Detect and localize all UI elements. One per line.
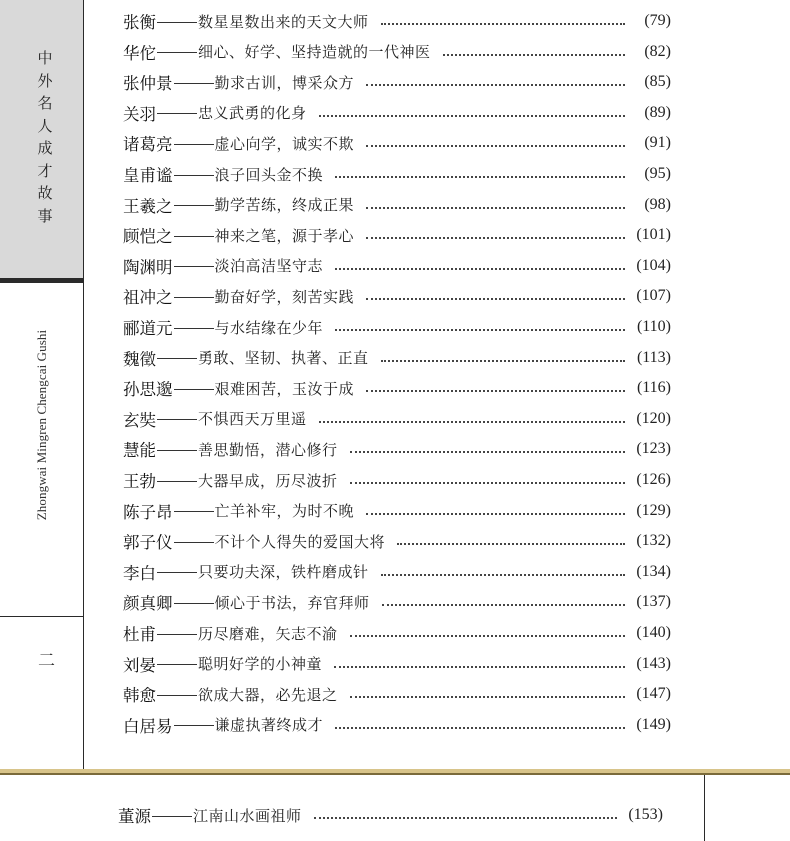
entry-page-number: (95) [644, 165, 671, 182]
entry-dash [174, 236, 214, 237]
entry-description: 只要功夫深，铁杵磨成针 [198, 563, 369, 582]
entry-leader-dots [366, 84, 625, 86]
entry-dash [152, 816, 192, 817]
toc-entry[interactable] [123, 651, 671, 677]
entry-leader-dots [382, 604, 625, 606]
entry-dash [174, 144, 214, 145]
entry-leader-dots [319, 421, 625, 423]
toc-entry[interactable] [123, 436, 671, 462]
entry-page-number: (129) [636, 501, 671, 519]
entry-leader-dots [350, 451, 625, 453]
toc-entry[interactable] [123, 375, 671, 401]
entry-leader-dots [366, 298, 625, 300]
entry-dash [157, 113, 197, 114]
entry-description: 江南山水画祖师 [193, 806, 302, 825]
entry-person-name: 祖冲之 [123, 288, 173, 308]
entry-leader-dots [350, 696, 625, 698]
entry-dash [157, 695, 197, 696]
toc-entry[interactable] [123, 69, 671, 95]
entry-leader-dots [381, 574, 625, 576]
toc-entry[interactable] [123, 559, 671, 585]
entry-description: 神来之笔，源于孝心 [214, 226, 355, 245]
entry-page-number: (143) [636, 654, 671, 672]
entry-leader-dots [366, 513, 625, 515]
entry-page-number: (110) [636, 318, 671, 335]
title-char: 名 [37, 94, 53, 112]
title-char: 外 [37, 71, 53, 90]
entry-leader-dots [443, 54, 625, 56]
entry-dash [174, 83, 214, 84]
entry-person-name: 王羲之 [123, 196, 173, 216]
title-char: 人 [37, 116, 53, 135]
entry-person-name: 郭子仪 [123, 533, 173, 553]
entry-leader-dots [314, 817, 617, 819]
entry-description: 聪明好学的小神童 [198, 655, 323, 674]
toc-entry[interactable] [123, 314, 671, 340]
entry-person-name: 张衡 [123, 13, 156, 32]
entry-leader-dots [381, 23, 625, 25]
toc-entry[interactable] [123, 528, 671, 554]
entry-page-number: (147) [636, 685, 671, 703]
entry-person-name: 张仲景 [123, 74, 173, 94]
book-spine-margin [0, 0, 84, 772]
entry-description: 数星星数出来的天文大师 [198, 12, 369, 31]
entry-page-number: (101) [636, 226, 671, 244]
entry-page-number: (149) [636, 715, 671, 733]
spine-title-block [0, 0, 83, 283]
entry-page-number: (120) [636, 409, 671, 427]
title-char: 故 [37, 184, 53, 202]
toc-entry[interactable] [123, 681, 671, 707]
entry-dash [174, 328, 214, 329]
entry-description: 细心、好学、坚持造就的一代神医 [198, 43, 431, 62]
entry-description: 倾心于书法，弃官拜师 [214, 593, 370, 612]
entry-description: 浪子回头金不换 [214, 165, 324, 184]
entry-dash [174, 511, 214, 512]
entry-leader-dots [350, 482, 625, 484]
entry-person-name: 魏徵 [123, 349, 156, 369]
title-char: 事 [37, 206, 53, 225]
entry-description: 亡羊补牢，为时不晚 [214, 502, 355, 521]
entry-dash [174, 205, 214, 206]
toc-entry[interactable] [123, 192, 671, 218]
entry-leader-dots [335, 329, 625, 331]
entry-dash [157, 419, 197, 420]
entry-description: 忠义武勇的化身 [198, 104, 307, 123]
book-title-vertical [35, 47, 55, 227]
entry-dash [174, 725, 214, 726]
entry-description: 艰难困苦，玉汝于成 [214, 379, 355, 398]
entry-dash [157, 52, 197, 53]
entry-description: 大器早成，历尽波折 [198, 471, 338, 490]
entry-person-name: 诸葛亮 [123, 135, 173, 155]
entry-leader-dots [366, 390, 625, 392]
title-char: 成 [37, 139, 53, 157]
entry-leader-dots [334, 666, 625, 668]
entry-person-name: 刘晏 [123, 655, 156, 675]
entry-page-number: (113) [636, 348, 671, 366]
entry-page-number: (132) [636, 532, 671, 550]
entry-leader-dots [366, 237, 625, 239]
toc-entry[interactable] [123, 620, 671, 646]
entry-person-name: 关羽 [123, 104, 156, 124]
entry-dash [174, 389, 214, 390]
toc-entry[interactable] [123, 589, 671, 615]
entry-person-name: 玄奘 [123, 410, 156, 430]
entry-leader-dots [335, 176, 625, 178]
entry-page-number: (79) [644, 12, 671, 29]
entry-description: 勤求古训，博采众方 [214, 73, 355, 92]
toc-entry[interactable] [123, 39, 671, 65]
next-page-spine-line [704, 775, 705, 841]
spine-divider [0, 616, 83, 617]
entry-person-name: 韩愈 [123, 686, 156, 706]
entry-description: 虚心向学，诚实不欺 [214, 134, 355, 153]
entry-person-name: 杜甫 [123, 625, 156, 644]
entry-dash [157, 481, 197, 482]
entry-description: 勤学苦练，终成正果 [214, 196, 355, 215]
entry-description: 欲成大器，必先退之 [198, 685, 338, 704]
entry-person-name: 王勃 [123, 472, 156, 491]
entry-leader-dots [381, 360, 625, 362]
entry-person-name: 颜真卿 [123, 594, 173, 614]
entry-leader-dots [335, 727, 625, 729]
toc-entry[interactable] [123, 712, 671, 738]
toc-entry[interactable] [123, 161, 671, 187]
entry-dash [174, 297, 214, 298]
entry-dash [157, 634, 197, 635]
entry-page-number: (107) [636, 287, 671, 305]
toc-entry[interactable] [123, 498, 671, 524]
entry-dash [157, 358, 197, 359]
toc-entry[interactable] [123, 130, 671, 156]
entry-leader-dots [335, 268, 625, 270]
entry-page-number: (137) [636, 593, 671, 611]
page-number: 二 [38, 651, 55, 671]
entry-leader-dots [366, 207, 625, 209]
toc-entry[interactable] [123, 345, 671, 371]
entry-person-name: 皇甫谧 [123, 166, 173, 185]
entry-description: 与水结缘在少年 [214, 318, 324, 337]
toc-page-bottom [0, 775, 790, 841]
entry-page-number: (85) [644, 73, 671, 91]
entry-description: 善思勤悟，潜心修行 [198, 440, 338, 459]
entry-person-name: 董源 [118, 807, 151, 826]
entry-person-name: 陈子昂 [123, 502, 173, 522]
entry-person-name: 陶渊明 [123, 257, 173, 277]
toc-entry[interactable] [123, 253, 671, 279]
entry-leader-dots [350, 635, 625, 637]
entry-person-name: 郦道元 [123, 319, 173, 338]
entry-person-name: 李白 [123, 563, 156, 583]
title-char: 才 [37, 161, 53, 180]
entry-dash [157, 450, 197, 451]
entry-description: 勇敢、坚韧、执著、正直 [198, 349, 369, 368]
toc-entry[interactable] [123, 8, 671, 34]
entry-page-number: (89) [644, 103, 671, 121]
entry-page-number: (104) [636, 256, 671, 274]
toc-entry[interactable] [123, 222, 671, 248]
entry-dash [174, 542, 214, 543]
entry-page-number: (116) [636, 379, 671, 397]
entry-dash [157, 664, 197, 665]
entry-description: 勤奋好学，刻苦实践 [214, 287, 355, 306]
entry-leader-dots [366, 145, 625, 147]
book-title-english: Zhongwai Mingren Chengcai Gushi [34, 329, 49, 521]
entry-person-name: 慧能 [123, 441, 156, 461]
entry-description: 不计个人得失的爱国大将 [214, 532, 386, 551]
entry-leader-dots [319, 115, 625, 117]
toc-entry[interactable] [123, 283, 671, 309]
toc-entry[interactable] [118, 802, 663, 828]
title-char: 中 [37, 49, 53, 67]
entry-person-name: 顾恺之 [123, 227, 173, 247]
entry-dash [174, 175, 214, 176]
entry-page-number: (91) [644, 134, 671, 152]
entry-description: 不惧西天万里遥 [198, 410, 307, 429]
entry-dash [157, 22, 197, 23]
entry-page-number: (98) [644, 195, 671, 213]
entry-dash [174, 603, 214, 604]
toc-entry[interactable] [123, 467, 671, 493]
entry-page-number: (123) [636, 440, 671, 458]
entry-page-number: (82) [644, 42, 671, 60]
toc-entry[interactable] [123, 406, 671, 432]
toc-entry[interactable] [123, 100, 671, 126]
entry-dash [174, 266, 214, 267]
entry-description: 历尽磨难，矢志不渝 [198, 624, 338, 643]
entry-description: 谦虚执著终成才 [214, 716, 324, 735]
entry-person-name: 白居易 [123, 716, 173, 736]
entry-description: 淡泊高洁坚守志 [214, 257, 324, 276]
entry-page-number: (140) [636, 624, 671, 641]
entry-person-name: 华佗 [123, 43, 156, 63]
entry-page-number: (153) [628, 806, 663, 823]
entry-page-number: (126) [636, 471, 671, 488]
entry-leader-dots [397, 543, 625, 545]
entry-person-name: 孙思邈 [123, 380, 173, 400]
entry-dash [157, 572, 197, 573]
entry-page-number: (134) [636, 562, 671, 580]
